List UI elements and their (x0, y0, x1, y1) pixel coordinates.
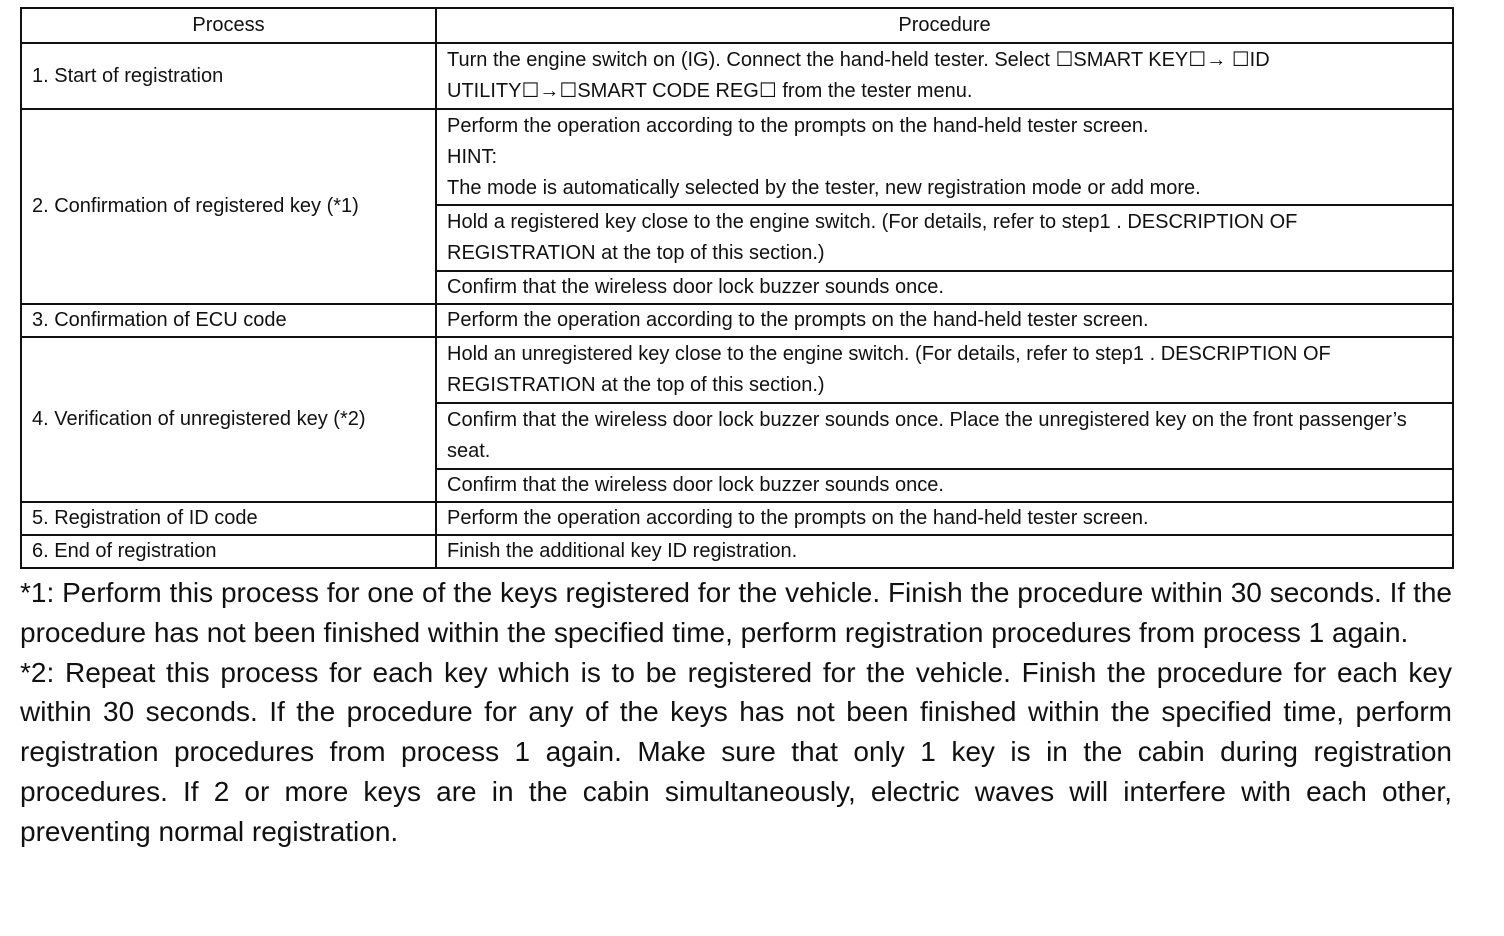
procedure-cell: Confirm that the wireless door lock buzzer sounds once. Place the unregistered key on the front passenger’s seat. (436, 403, 1453, 469)
procedure-cell: Finish the additional key ID registration. (436, 535, 1453, 568)
procedure-cell: Perform the operation according to the prompts on the hand-held tester screen. (436, 304, 1453, 337)
footnote-2: *2: Repeat this process for each key which is to be registered for the vehicle. Finish the procedure for each key within 30 seconds. If the procedure for any of the keys has not been finished within the specified time, perform registration procedures from process 1 again. Make sure that only 1 key is in the cabin during registration procedures. If 2 or more keys are in the cabin simultaneously, electric waves will interfere with each other, preventing normal registration. (20, 656, 1452, 847)
process-cell: 3. Confirmation of ECU code (21, 304, 436, 337)
process-cell: 4. Verification of unregistered key (*2) (21, 337, 436, 502)
document-page (20, 7, 1452, 852)
procedure-cell: Confirm that the wireless door lock buzzer sounds once. (436, 271, 1453, 304)
procedure-cell: Perform the operation according to the prompts on the hand-held tester screen. (436, 502, 1453, 535)
table-row (21, 109, 1453, 205)
procedure-line: Perform the operation according to the prompts on the hand-held tester screen. (447, 114, 1149, 137)
table-row (21, 304, 1453, 337)
process-cell: 1. Start of registration (21, 43, 436, 109)
table-row (21, 43, 1453, 109)
footnotes (20, 573, 1452, 852)
procedure-cell (436, 109, 1453, 205)
table-row (21, 502, 1453, 535)
procedure-cell: Confirm that the wireless door lock buzzer sounds once. (436, 469, 1453, 502)
table-header-row (21, 8, 1453, 43)
process-column-header: Process (21, 8, 436, 43)
process-cell: 6. End of registration (21, 535, 436, 568)
footnote-1: *1: Perform this process for one of the keys registered for the vehicle. Finish the procedure within 30 seconds. If the procedure has not been finished within the specified time, perform registration procedures from process 1 again. (20, 577, 1452, 648)
process-cell: 5. Registration of ID code (21, 502, 436, 535)
procedure-column-header: Procedure (436, 8, 1453, 43)
registration-procedure-table (20, 7, 1454, 569)
procedure-cell: Hold a registered key close to the engine switch. (For details, refer to step1 . DESCRIPTION OF REGISTRATION at the top of this section.) (436, 205, 1453, 271)
hint-label: HINT: (447, 145, 497, 168)
process-cell: 2. Confirmation of registered key (*1) (21, 109, 436, 304)
procedure-cell: Turn the engine switch on (IG). Connect the hand-held tester. Select ☐SMART KEY☐→ ☐ID UTILITY☐→☐SMART CODE REG☐ from the tester menu. (436, 43, 1453, 109)
table-row (21, 337, 1453, 403)
table-row (21, 535, 1453, 568)
procedure-cell: Hold an unregistered key close to the engine switch. (For details, refer to step1 . DESCRIPTION OF REGISTRATION at the top of this section.) (436, 337, 1453, 403)
hint-text: The mode is automatically selected by the tester, new registration mode or add more. (447, 176, 1201, 199)
